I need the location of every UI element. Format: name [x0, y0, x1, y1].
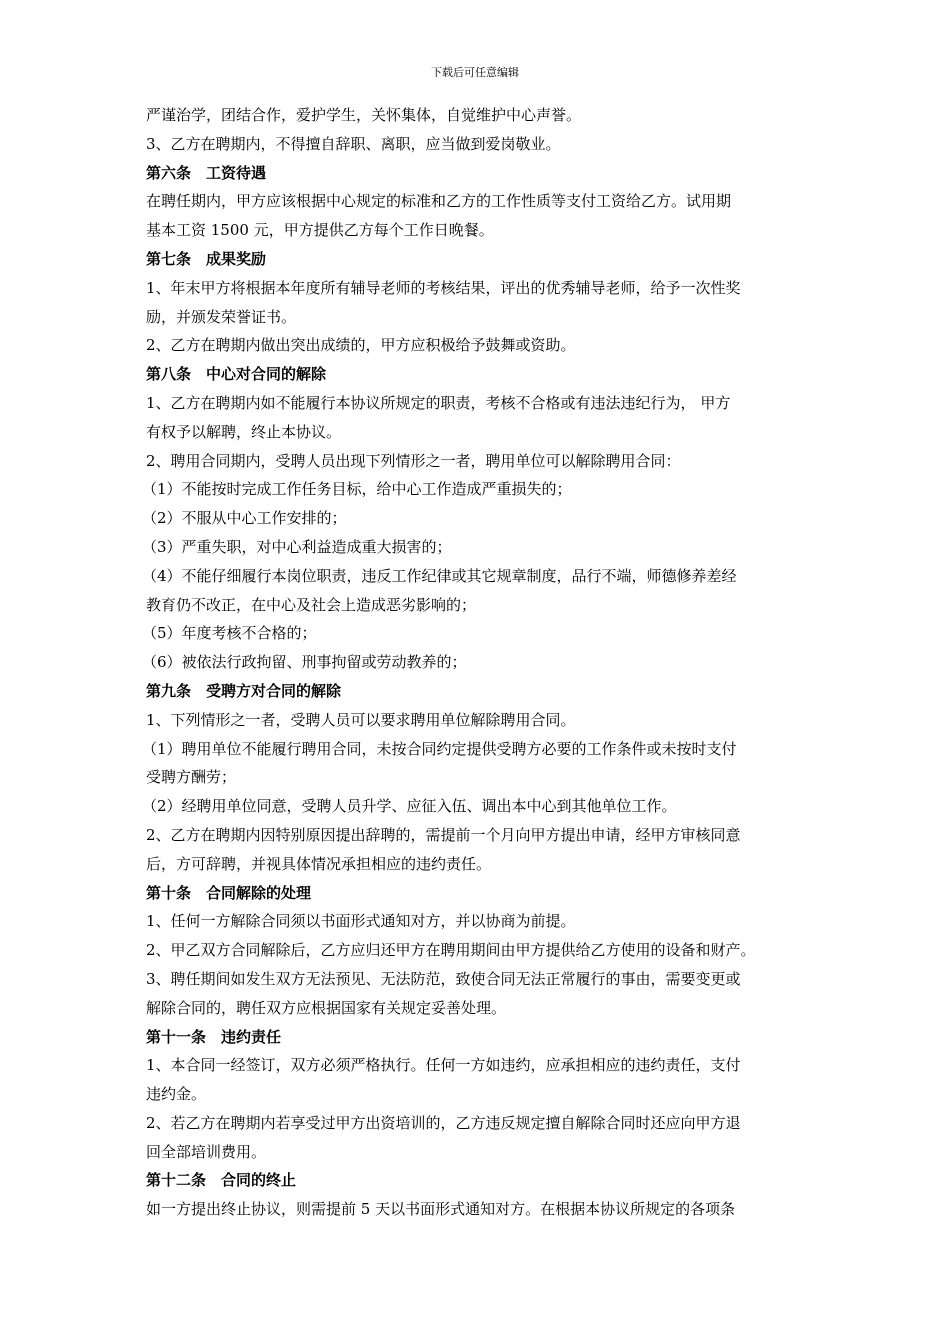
paragraph-line: 教育仍不改正，在中心及社会上造成恶劣影响的；: [146, 595, 477, 614]
paragraph-line: 3、聘任期间如发生双方无法预见、无法防范，致使合同无法正常履行的事由，需要变更或: [146, 969, 741, 988]
paragraph-line: 2、甲乙双方合同解除后，乙方应归还甲方在聘用期间由甲方提供给乙方使用的设备和财产。: [146, 941, 756, 960]
paragraph-line: （4）不能仔细履行本岗位职责，违反工作纪律或其它规章制度，品行不端，师德修养差经: [142, 566, 737, 585]
paragraph-line: （2）经聘用单位同意，受聘人员升学、应征入伍、调出本中心到其他单位工作。: [142, 797, 677, 816]
document-body: [142, 101, 814, 1224]
paragraph-line: 回全部培训费用。: [146, 1142, 267, 1161]
paragraph-line: 1、年末甲方将根据本年度所有辅导老师的考核结果，评出的优秀辅导老师，给予一次性奖: [146, 278, 741, 297]
paragraph-line: （5）年度考核不合格的；: [142, 624, 317, 643]
paragraph-line: （3）严重失职，对中心利益造成重大损害的；: [142, 537, 452, 556]
paragraph-line: 2、乙方在聘期内因特别原因提出辞聘的，需提前一个月向甲方提出申请，经甲方审核同意: [146, 825, 741, 844]
section-heading: 第九条 受聘方对合同的解除: [146, 681, 342, 700]
paragraph-line: 1、下列情形之一者，受聘人员可以要求聘用单位解除聘用合同。: [146, 710, 576, 729]
section-heading: 第十二条 合同的终止: [146, 1171, 297, 1190]
section-heading: 第十条 合同解除的处理: [146, 883, 312, 902]
paragraph-line: 励，并颁发荣誉证书。: [146, 307, 297, 326]
paragraph-line: （2）不服从中心工作安排的；: [142, 509, 347, 528]
paragraph-line: 如一方提出终止协议，则需提前 5 天以书面形式通知对方。在根据本协议所规定的各项条: [146, 1200, 736, 1219]
paragraph-line: 1、乙方在聘期内如不能履行本协议所规定的职责，考核不合格或有违法违纪行为， 甲方: [146, 393, 731, 412]
section-heading: 第七条 成果奖励: [146, 249, 267, 268]
paragraph-line: 2、若乙方在聘期内若享受过甲方出资培训的，乙方违反规定擅自解除合同时还应向甲方退: [146, 1113, 741, 1132]
paragraph-line: 解除合同的，聘任双方应根据国家有关规定妥善处理。: [146, 998, 507, 1017]
paragraph-line: 基本工资 1500 元，甲方提供乙方每个工作日晚餐。: [146, 221, 494, 240]
paragraph-line: 违约金。: [146, 1085, 207, 1104]
paragraph-line: （6）被依法行政拘留、刑事拘留或劳动教养的；: [142, 653, 467, 672]
paragraph-line: 2、聘用合同期内，受聘人员出现下列情形之一者，聘用单位可以解除聘用合同：: [146, 451, 681, 470]
paragraph-line: （1）不能按时完成工作任务目标，给中心工作造成严重损失的；: [142, 480, 572, 499]
section-heading: 第十一条 违约责任: [146, 1027, 282, 1046]
paragraph-line: 1、本合同一经签订，双方必须严格执行。任何一方如违约，应承担相应的违约责任，支付: [146, 1056, 741, 1075]
paragraph-line: 受聘方酬劳；: [146, 768, 237, 787]
page-header: 下载后可任意编辑: [431, 66, 519, 79]
paragraph-line: 后，方可辞聘，并视具体情况承担相应的违约责任。: [146, 854, 492, 873]
paragraph-line: 1、任何一方解除合同须以书面形式通知对方，并以协商为前提。: [146, 912, 576, 931]
paragraph-line: 2、乙方在聘期内做出突出成绩的，甲方应积极给予鼓舞或资助。: [146, 336, 576, 355]
section-heading: 第八条 中心对合同的解除: [146, 365, 327, 384]
paragraph-line: （1）聘用单位不能履行聘用合同，未按合同约定提供受聘方必要的工作条件或未按时支付: [142, 739, 737, 758]
paragraph-line: 严谨治学，团结合作，爱护学生，关怀集体，自觉维护中心声誉。: [146, 106, 582, 124]
paragraph-line: 有权予以解聘，终止本协议。: [146, 422, 342, 441]
paragraph-line: 3、乙方在聘期内，不得擅自辞职、离职，应当做到爱岗敬业。: [146, 134, 561, 153]
paragraph-line: 在聘任期内，甲方应该根据中心规定的标准和乙方的工作性质等支付工资给乙方。试用期: [146, 192, 732, 211]
section-heading: 第六条 工资待遇: [146, 163, 267, 182]
